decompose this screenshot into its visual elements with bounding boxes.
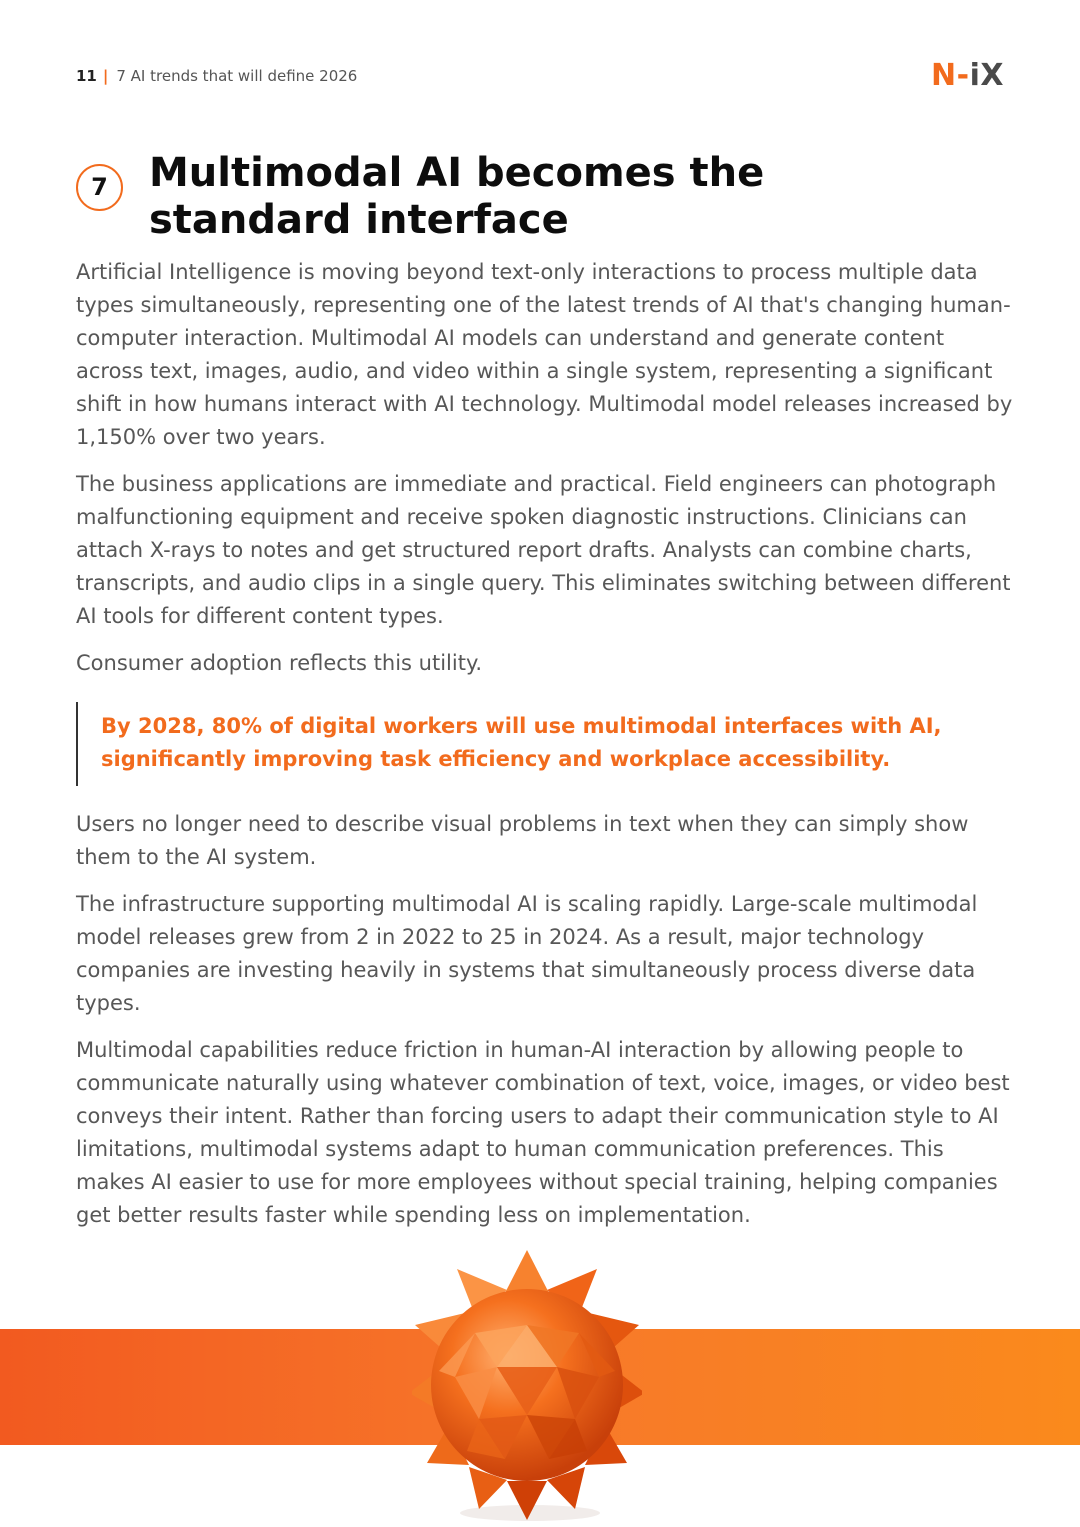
page-reference: [76, 67, 357, 85]
highlight-quote: By 2028, 80% of digital workers will use multimodal interfaces with AI, significantly improving task efficiency and workplace accessibility.: [76, 702, 1016, 786]
orange-stellated-polyhedron-image: [412, 1245, 642, 1525]
page-number: 11: [76, 67, 97, 85]
paragraph-capabilities: Multimodal capabilities reduce friction in human-AI interaction by allowing people to communicate naturally using whatever combination of text, voice, images, or video best conveys their intent. Rather than forcing users to adapt their communication style to AI limitations, multimodal systems adapt to human communication preferences. This makes AI easier to use for more employees without special training, helping companies get better results faster while spending less on implementation.: [76, 1038, 1010, 1227]
logo-text-ix: iX: [969, 58, 1004, 93]
document-title: 7 AI trends that will define 2026: [116, 67, 358, 85]
paragraph-infrastructure: The infrastructure supporting multimodal AI is scaling rapidly. Large-scale multimodal model releases grew from 2 in 2022 to 25 in 2024. As a result, major technology companies are investing heavily in systems that simultaneously process diverse data types.: [76, 892, 978, 1015]
section-title: Multimodal AI becomes the standard interface: [149, 150, 765, 243]
paragraph-consumer-adoption: Consumer adoption reflects this utility.: [76, 651, 483, 675]
page-header: [76, 58, 1004, 93]
article-body: [76, 256, 1016, 1246]
paragraph-users: Users no longer need to describe visual problems in text when they can simply show them to the AI system.: [76, 812, 969, 869]
section-number-badge: 7: [76, 164, 123, 211]
n-ix-logo: [931, 58, 1004, 93]
header-separator: |: [102, 67, 109, 85]
paragraph-intro: Artificial Intelligence is moving beyond text-only interactions to process multiple data types simultaneously, representing one of the latest trends of AI that's changing human-computer interaction. Multimodal AI models can understand and generate content across text, images, audio, and video within a single system, representing a significant shift in how humans interact with AI technology. Multimodal model releases increased by 1,150% over two years.: [76, 260, 1013, 449]
logo-text-n: N-: [931, 58, 970, 93]
paragraph-business-applications: The business applications are immediate and practical. Field engineers can photograph malfunctioning equipment and receive spoken diagnostic instructions. Clinicians can attach X-rays to notes and get structured report drafts. Analysts can combine charts, transcripts, and audio clips in a single query. This eliminates switching between different AI tools for different content types.: [76, 472, 1011, 628]
